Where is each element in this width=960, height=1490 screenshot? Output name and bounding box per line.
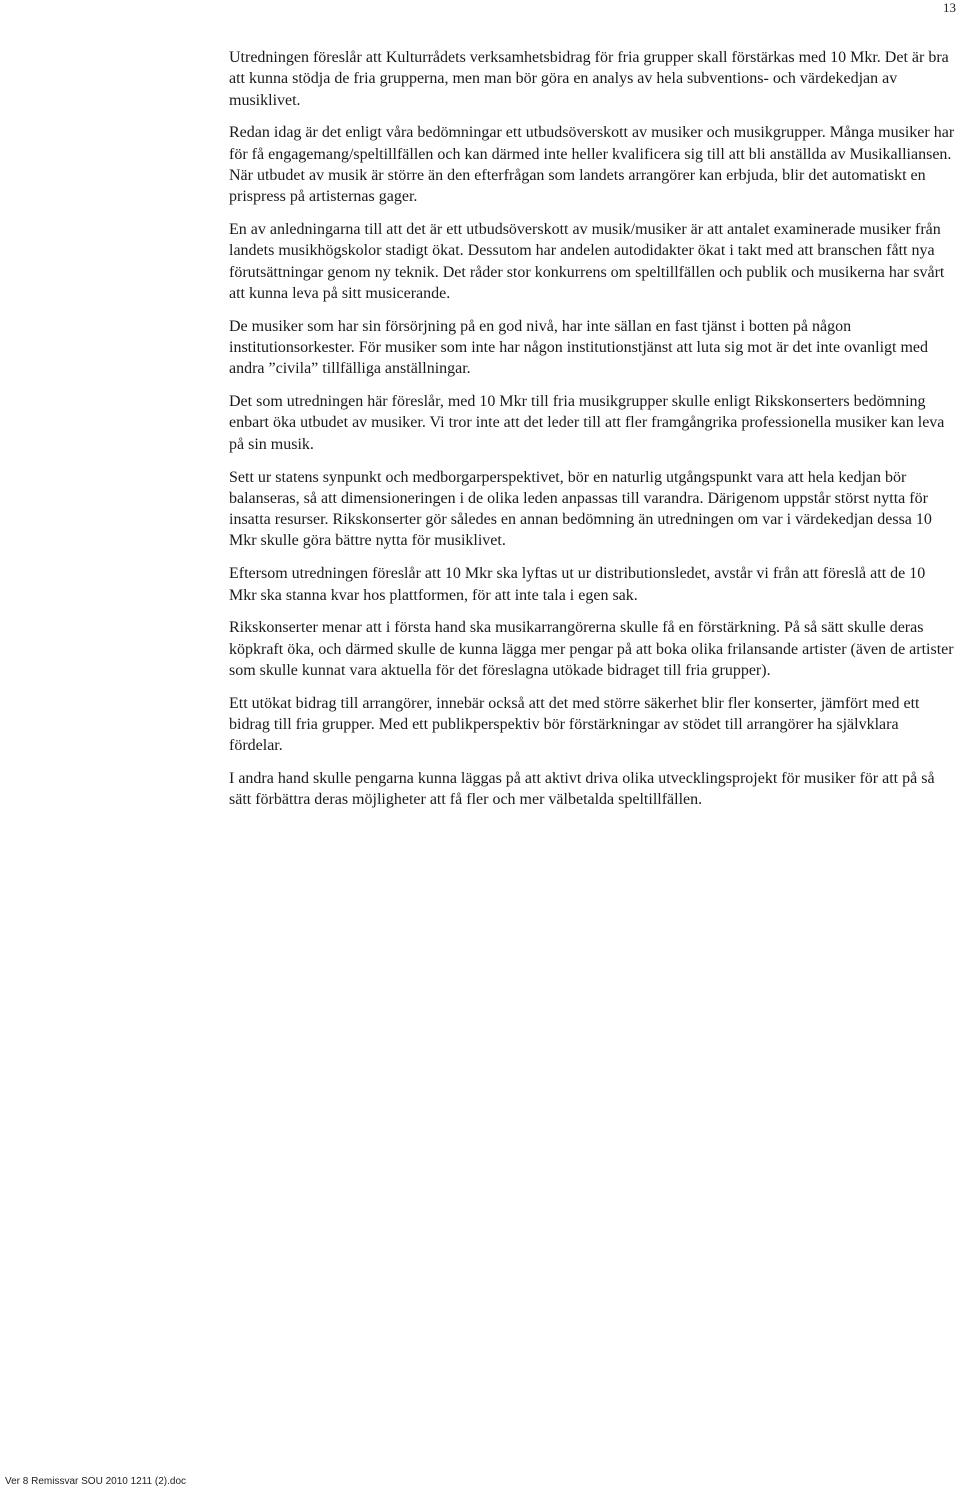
paragraph: Ett utökat bidrag till arrangörer, innebär också att det med större säkerhet blir fler konserter, jämfört med ett bidrag till fria grupper. Med ett publikperspektiv bör förstärkningar av stödet till arrangörer ha självklara fördelar.: [229, 694, 920, 755]
page-number: 13: [943, 0, 956, 15]
footer-filename: Ver 8 Remissvar SOU 2010 1211 (2).doc: [5, 1476, 187, 1487]
paragraph: En av anledningarna till att det är ett utbudsöverskott av musik/musiker är att antalet examinerade musiker från landets musikhögskolor stadigt ökat. Dessutom har andelen autodidakter ökat i takt med att branschen fått nya förutsättningar genom ny teknik. Det råder stor konkurrens om speltillfällen och publik och musikerna har svårt att kunna leva på sitt musicerande.: [229, 221, 945, 302]
paragraph: Det som utredningen här föreslår, med 10 Mkr till fria musikgrupper skulle enligt Rikskonserters bedömning enbart öka utbudet av musiker. Vi tror inte att det leder till att fler framgångrika professionella musiker kan leva på sin musik.: [229, 393, 945, 453]
paragraph: Eftersom utredningen föreslår att 10 Mkr ska lyftas ut ur distributionsledet, avstår vi från att föreslå att de 10 Mkr ska stanna kvar hos plattformen, för att inte tala i egen sak.: [229, 565, 926, 604]
paragraph: Sett ur statens synpunkt och medborgarperspektivet, bör en naturlig utgångspunkt vara att hela kedjan bör balanseras, så att dimensioneringen i de olika leden anpassas till varandra. Därigenom uppstår störst nytta för insatta resurser. Rikskonserter gör således en annan bedömning än utredningen om var i värdekedjan dessa 10 Mkr skulle göra bättre nytta för musiklivet.: [229, 468, 932, 550]
paragraph: Redan idag är det enligt våra bedömningar ett utbudsöverskott av musiker och musikgrupper. Många musiker har för få engagemang/speltillfällen och kan därmed inte heller kvalificera sig till att bli anställda av Musikalliansen. När utbudet av musik är större än den efterfrågan som landets arrangörer kan erbjuda, blir det automatiskt en prispress på artisternas gager.: [229, 124, 955, 206]
paragraph: De musiker som har sin försörjning på en god nivå, har inte sällan en fast tjänst i botten på någon institutionsorkester. För musiker som inte har någon institutionstjänst att luta sig mot är det inte ovanligt med andra ”civila” tillfälliga anställningar.: [229, 317, 929, 378]
paragraph: Utredningen föreslår att Kulturrådets verksamhetsbidrag för fria grupper skall förstärkas med 10 Mkr. Det är bra att kunna stödja de fria grupperna, men man bör göra en analys av hela subventions- och värdekedjan av musiklivet.: [229, 49, 949, 109]
document-body: [229, 47, 955, 822]
paragraph: I andra hand skulle pengarna kunna läggas på att aktivt driva olika utvecklingsprojekt för musiker för att på så sätt förbättra deras möjligheter att få fler och mer välbetalda speltillfällen.: [229, 770, 935, 809]
paragraph: Rikskonserter menar att i första hand ska musikarrangörerna skulle få en förstärkning. På så sätt skulle deras köpkraft öka, och därmed skulle de kunna lägga mer pengar på att boka olika frilansande artister (även de artister som skulle kunnat vara aktuella för det föreslagna utökade bidraget till fria grupper).: [229, 619, 954, 679]
